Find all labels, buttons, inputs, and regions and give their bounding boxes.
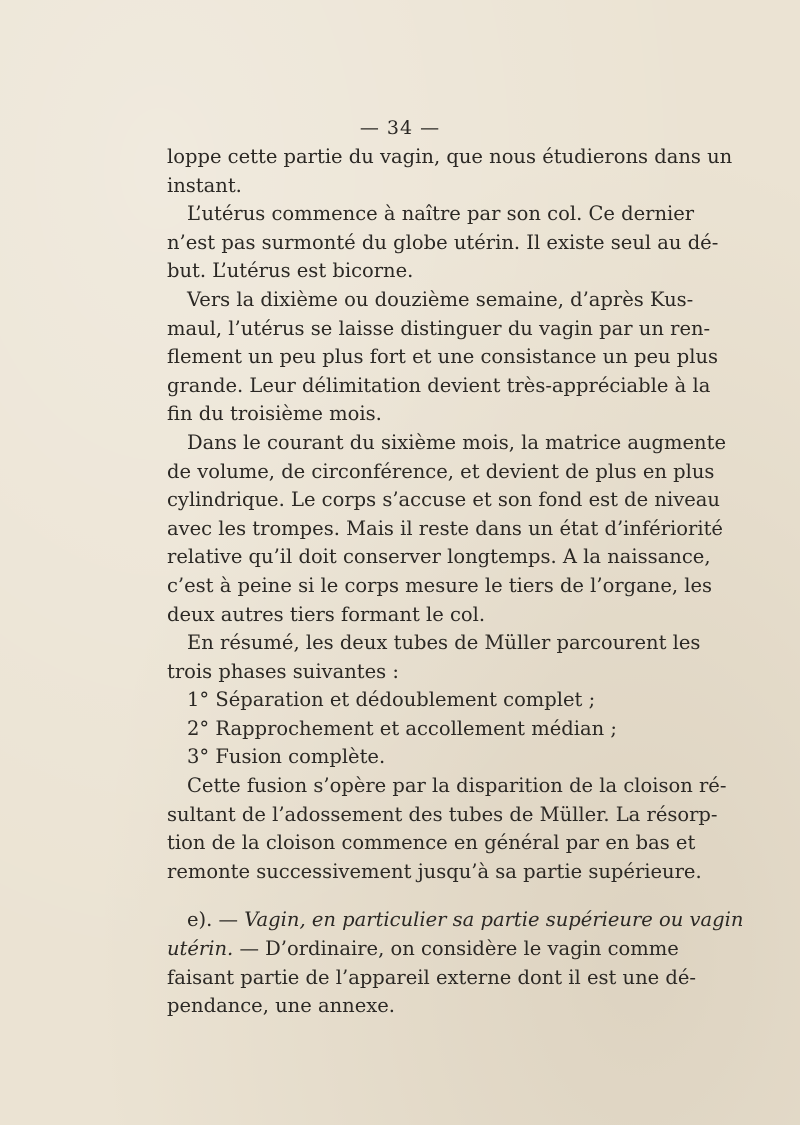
- paragraph: [167, 686, 655, 715]
- text-line: c’est à peine si le corps mesure le tiers de l’organe, les: [167, 573, 713, 597]
- paragraph-list: [167, 143, 733, 886]
- paragraph: [167, 772, 727, 886]
- text-line: de volume, de circonférence, et devient de plus en plus: [167, 459, 715, 483]
- page-number: — 34 —: [359, 117, 441, 139]
- text-line: fin du troisième mois.: [167, 402, 382, 426]
- paragraph: [167, 429, 726, 629]
- body-text: [167, 143, 744, 1021]
- section-e-paragraph: [167, 906, 744, 1020]
- section-e-line-3: faisant partie de l’appareil externe dont il est une dé-: [167, 965, 697, 989]
- text-line: Vers la dixième ou douzième semaine, d’après Kus-: [187, 287, 694, 311]
- text-line: relative qu’il doit conserver longtemps. A la naissance,: [167, 545, 711, 569]
- text-line: L’utérus commence à naître par son col. Ce dernier: [187, 202, 695, 226]
- text-line: tion de la cloison commence en général par en bas et: [167, 831, 696, 855]
- paragraph: [167, 629, 701, 686]
- section-e-line-4: pendance, une annexe.: [167, 994, 395, 1018]
- section-e-title: Vagin, en particulier sa partie supérieure ou vagin: [244, 908, 744, 932]
- text-line: En résumé, les deux tubes de Müller parcourent les: [187, 631, 701, 655]
- text-line: instant.: [167, 173, 242, 197]
- paragraph: [167, 743, 655, 772]
- text-line: maul, l’utérus se laisse distinguer du vagin par un ren-: [167, 316, 711, 340]
- paragraph: [167, 143, 733, 200]
- text-line: n’est pas surmonté du globe utérin. Il existe seul au dé-: [167, 230, 719, 254]
- text-line: loppe cette partie du vagin, que nous étudierons dans un: [167, 145, 733, 168]
- text-line: trois phases suivantes :: [167, 659, 399, 683]
- text-line: cylindrique. Le corps s’accuse et son fond est de niveau: [167, 488, 720, 512]
- section-e-line-1: [187, 906, 744, 935]
- text-line: 3° Fusion complète.: [187, 745, 386, 769]
- text-line: grande. Leur délimitation devient très-appréciable à la: [167, 373, 711, 397]
- text-line: sultant de l’adossement des tubes de Müller. La résorp-: [167, 802, 718, 826]
- text-line: but. L’utérus est bicorne.: [167, 259, 414, 283]
- paragraph: [167, 200, 719, 286]
- section-gap: [167, 886, 655, 906]
- text-line: deux autres tiers formant le col.: [167, 602, 486, 626]
- text-line: 2° Rapprochement et accollement médian ;: [187, 716, 617, 740]
- text-line: flement un peu plus fort et une consistance un peu plus: [167, 345, 719, 369]
- paragraph: [167, 715, 655, 744]
- paragraph: [167, 286, 719, 429]
- text-line: 1° Séparation et dédoublement complet ;: [187, 688, 596, 712]
- section-e-text: — D’ordinaire, on considère le vagin comme: [239, 937, 679, 961]
- text-line: Dans le courant du sixième mois, la matrice augmente: [187, 430, 726, 454]
- section-e-line-2: [167, 935, 679, 964]
- text-line: avec les trompes. Mais il reste dans un état d’infériorité: [167, 516, 723, 540]
- section-e-title-end: utérin.: [167, 937, 234, 961]
- text-line: Cette fusion s’opère par la disparition de la cloison ré-: [187, 774, 727, 798]
- text-line: remonte successivement jusqu’à sa partie supérieure.: [167, 859, 702, 883]
- section-e-label: e). —: [187, 908, 239, 932]
